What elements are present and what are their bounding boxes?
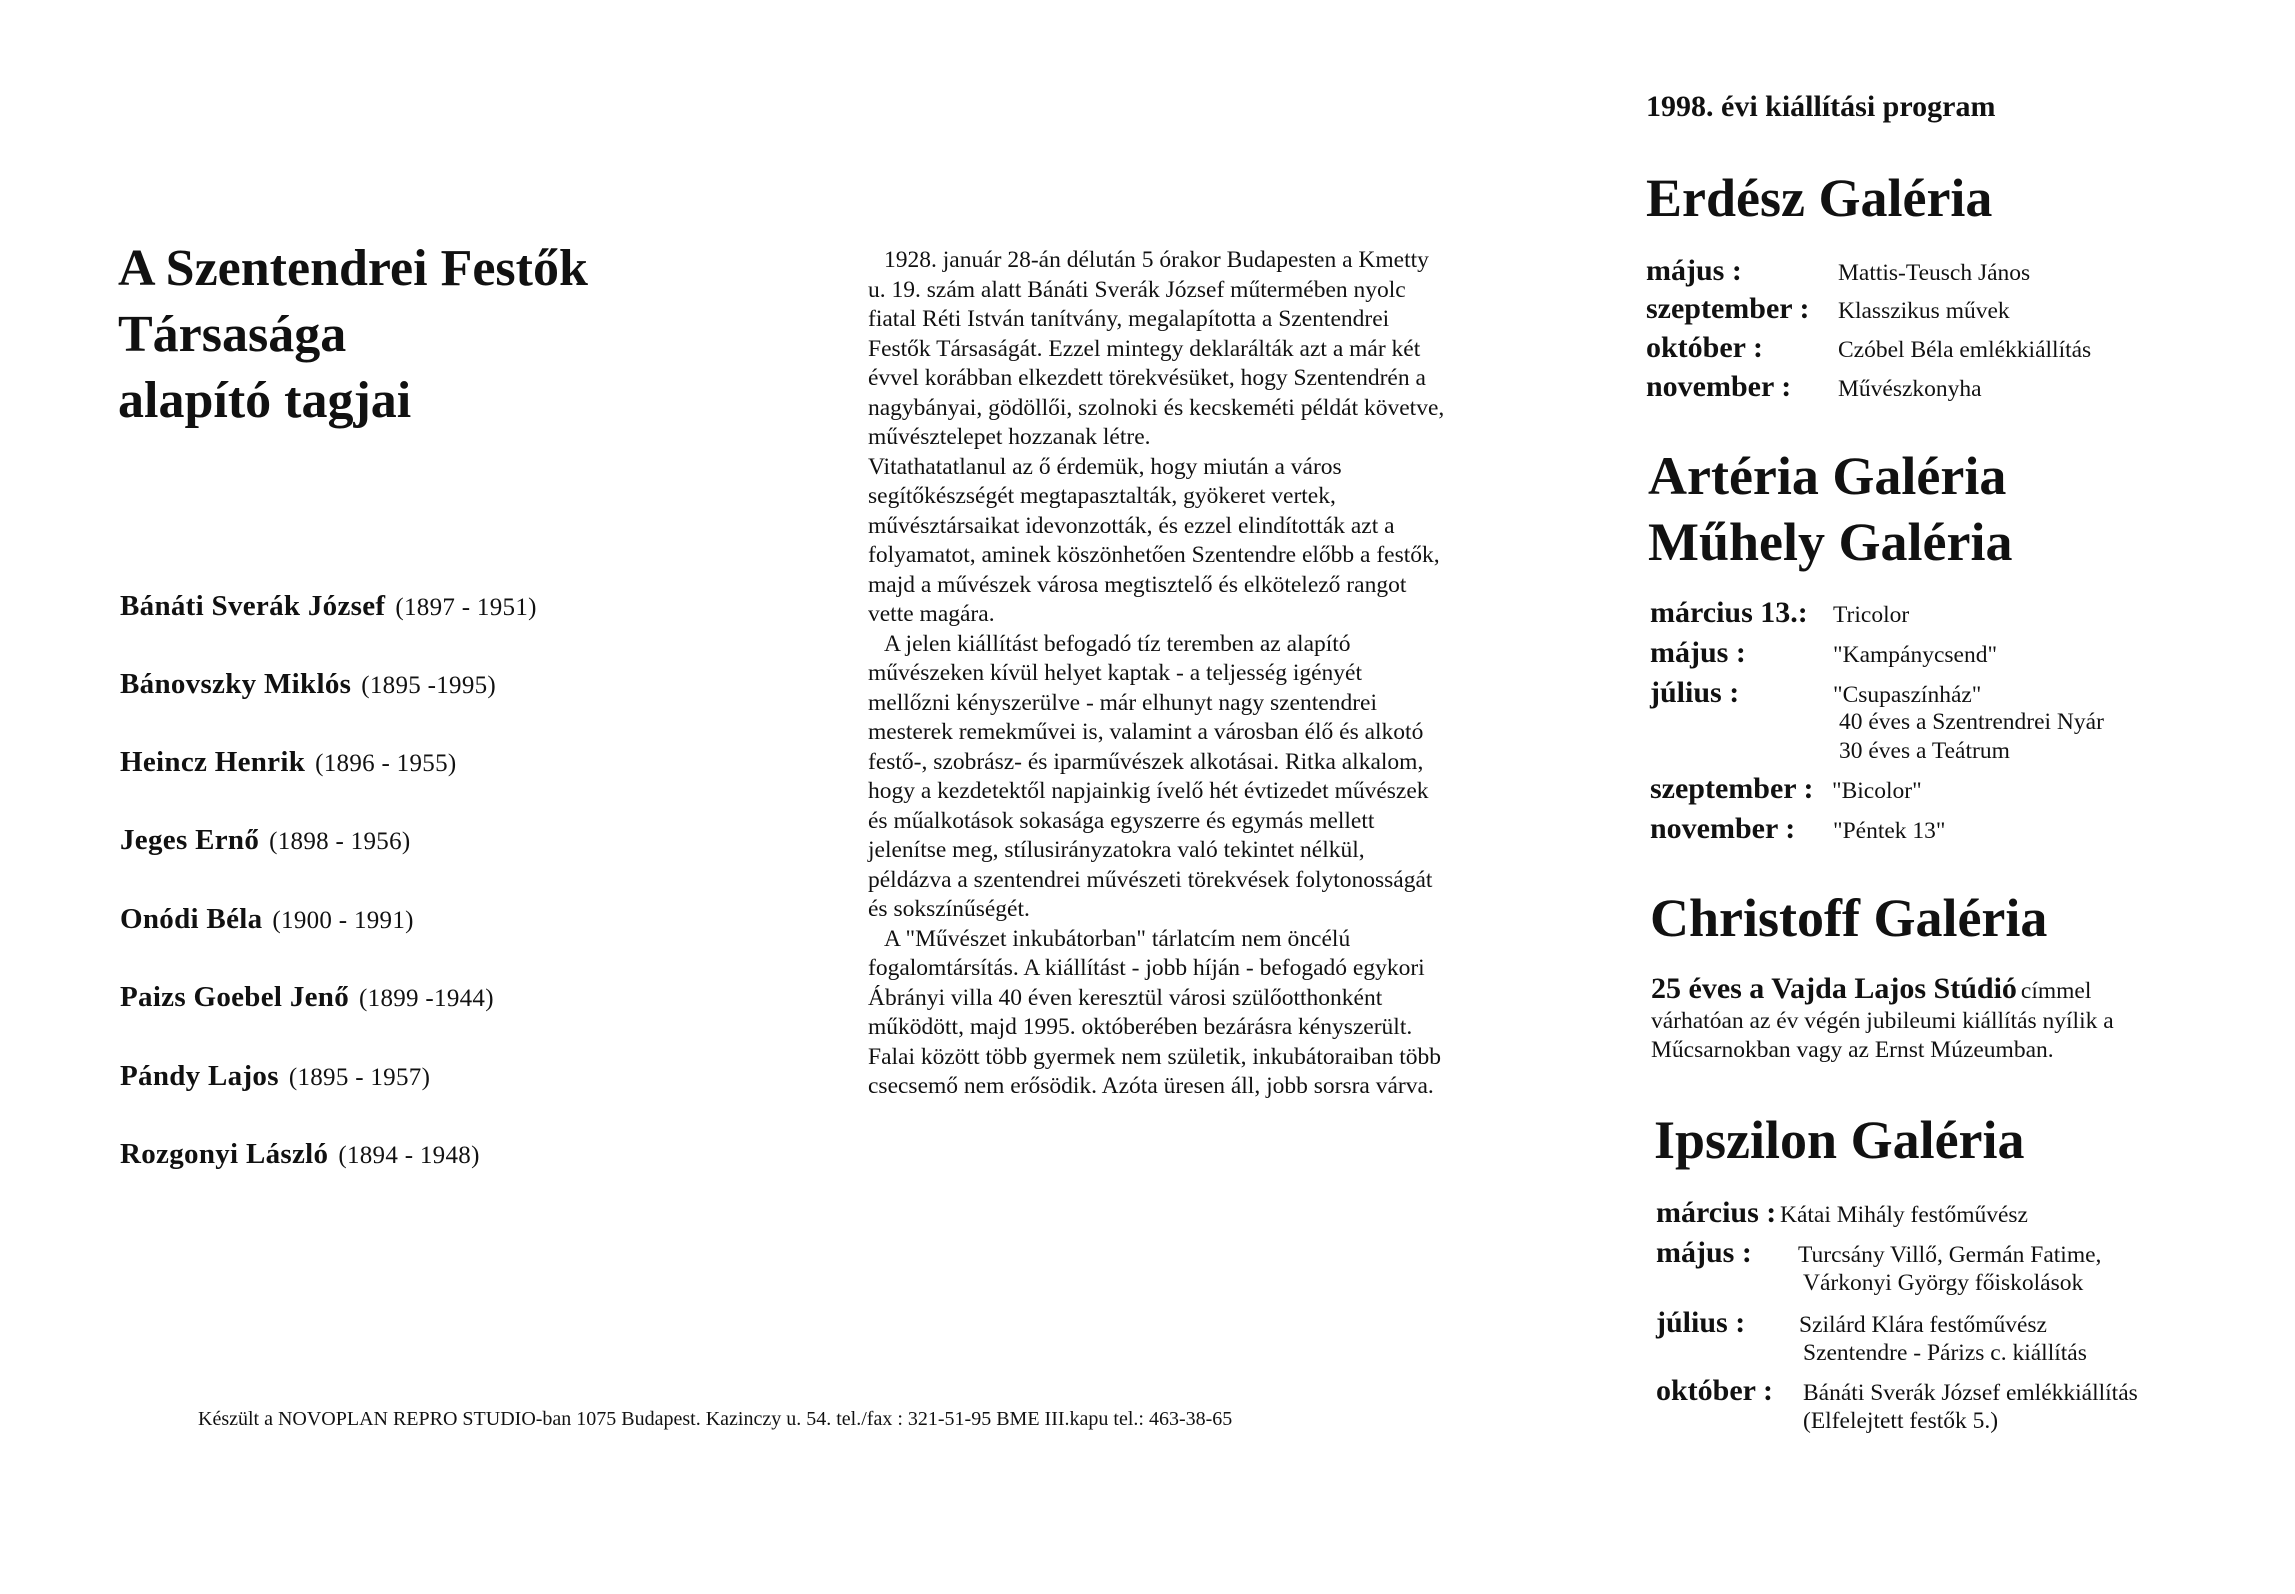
arteria-row: [1650, 596, 1910, 630]
event-label: Turcsány Villő, Germán Fatime,: [1798, 1242, 2102, 1268]
event-label: "Péntek 13": [1833, 818, 1946, 844]
member-item: [120, 590, 537, 623]
history-paragraph-1: 1928. január 28-án délután 5 órakor Budapesten a Kmetty u. 19. szám alatt Bánáti Sverák József műtermében nyolc fiatal Réti István tanítvány, megalapította a Szentendrei Festők Társaságát. Ezzel mintegy deklarálták azt a már két évvel korábban elkezdett törekvésüket, hogy Szentendrén a nagybányai, gödöllői, szolnoki és kecskeméti példát követve, művésztelepet hozzanak létre.: [868, 247, 1445, 450]
event-label: Bánáti Sverák József emlékkiállítás: [1803, 1380, 2138, 1406]
ipszilon-row: [1656, 1236, 2102, 1270]
member-name: Onódi Béla: [120, 903, 263, 935]
founders-heading: [118, 236, 678, 434]
christoff-lead-tail: címmel: [2020, 978, 2092, 1004]
month-label: november :: [1646, 370, 1792, 403]
event-label: Mattis-Teusch János: [1838, 260, 2031, 286]
member-years: (1897 - 1951): [395, 594, 537, 621]
event-label: Kátai Mihály festőművész: [1780, 1202, 2028, 1228]
member-years: (1896 - 1955): [315, 750, 457, 777]
event-label: Klasszikus művek: [1838, 298, 2010, 324]
erdesz-row: [1646, 370, 1982, 404]
event-label: Művészkonyha: [1838, 376, 1982, 402]
member-item: [120, 824, 411, 857]
ipszilon-row: [1656, 1374, 2138, 1408]
member-years: (1900 - 1991): [272, 907, 414, 934]
month-label: május :: [1656, 1236, 1752, 1269]
month-label: július :: [1656, 1306, 1746, 1339]
month-label: november :: [1650, 812, 1796, 845]
member-years: (1894 - 1948): [338, 1142, 480, 1169]
month-label: október :: [1646, 331, 1763, 364]
member-years: (1895 -1995): [361, 672, 497, 699]
month-label: október :: [1656, 1374, 1773, 1407]
christoff-description: Műcsarnokban vagy az Ernst Múzeumban.: [1651, 1037, 2054, 1063]
event-detail: Várkonyi György főiskolások: [1803, 1270, 2084, 1296]
event-detail: Szentendre - Párizs c. kiállítás: [1803, 1340, 2087, 1366]
heading-line-2: Társasága: [118, 306, 347, 363]
arteria-row: [1650, 772, 1922, 806]
erdesz-row: [1646, 331, 2092, 365]
ipszilon-row: [1656, 1306, 2047, 1340]
heading-line-3: alapító tagjai: [118, 372, 412, 429]
heading-line-1: A Szentendrei Festők: [118, 240, 588, 297]
event-label: Czóbel Béla emlékkiállítás: [1838, 337, 2092, 363]
member-item: [120, 903, 414, 936]
member-name: Rozgonyi László: [120, 1138, 329, 1170]
member-name: Bánovszky Miklós: [120, 668, 352, 700]
event-detail: (Elfelejtett festők 5.): [1803, 1408, 1999, 1434]
member-item: [120, 981, 494, 1014]
christoff-gallery-title: Christoff Galéria: [1650, 888, 2048, 948]
christoff-lead-bold: 25 éves a Vajda Lajos Stúdió: [1651, 972, 2017, 1005]
month-label: május :: [1646, 254, 1742, 287]
event-label: "Csupaszínház": [1833, 682, 1982, 708]
program-title: 1998. évi kiállítási program: [1646, 90, 1996, 123]
history-paragraph-3: A jelen kiállítást befogadó tíz teremben az alapító művészeken kívül helyet kaptak - a teljesség igényét mellőzni kényszerülve - már elhunyt nagy szentendrei mesterek remekművei is, valamint a városban élő és alkotó festő-, szobrász- és iparművészek alkotásai. Ritka alkalom, hogy a kezdetektől napjainkig ívelő hét évtizedet művészek és műalkotások sokasága egyszerre és egymás mellett jelenítse meg, stílusirányzatokra való tekintet nélkül, példázva a szentendrei művészeti törekvések folytonosságát és sokszínűségét.: [868, 630, 1433, 922]
christoff-description: várhatóan az év végén jubileumi kiállítás nyílik a: [1651, 1008, 2114, 1034]
month-label: szeptember :: [1646, 292, 1810, 325]
event-detail: 30 éves a Teátrum: [1839, 738, 2010, 764]
member-item: [120, 1138, 480, 1171]
arteria-gallery-title: Artéria Galéria: [1648, 446, 2007, 506]
month-label: július :: [1650, 676, 1740, 709]
event-detail: 40 éves a Szentrendrei Nyár: [1839, 709, 2104, 735]
history-paragraph-2: Vitathatatlanul az ő érdemük, hogy miután a város segítőkészségét megtapasztalták, gyökeret vertek, művésztársaikat idevonzották, és ezzel elindították azt a folyamatot, aminek köszönhetően Szentendre előbb a festők, majd a művészek városa megtisztelő és elkötelező rangot vette magára.: [868, 453, 1440, 627]
member-name: Jeges Ernő: [120, 824, 260, 856]
member-item: [120, 1060, 430, 1093]
month-label: május :: [1650, 636, 1746, 669]
month-label: szeptember :: [1650, 772, 1814, 805]
member-years: (1895 - 1957): [288, 1064, 431, 1091]
member-item: [120, 746, 457, 779]
event-label: Szilárd Klára festőművész: [1799, 1312, 2047, 1338]
arteria-row: [1650, 676, 1982, 710]
member-years: (1899 -1944): [359, 985, 494, 1012]
printer-footer: Készült a NOVOPLAN REPRO STUDIO-ban 1075 Budapest. Kazinczy u. 54. tel./fax : 321-51-95 BME III.kapu tel.: 463-38-65: [198, 1408, 1233, 1430]
muhely-gallery-title: Műhely Galéria: [1648, 512, 2013, 572]
month-label: március :: [1656, 1196, 1777, 1229]
arteria-row: [1650, 812, 1946, 846]
ipszilon-row: [1656, 1196, 2028, 1230]
member-name: Bánáti Sverák József: [120, 590, 386, 622]
erdesz-gallery-title: Erdész Galéria: [1646, 168, 1993, 228]
member-years: (1898 - 1956): [269, 828, 411, 855]
erdesz-row: [1646, 292, 2010, 326]
member-name: Paizs Goebel Jenő: [120, 981, 350, 1013]
member-name: Pándy Lajos: [120, 1060, 279, 1092]
event-label: "Kampánycsend": [1833, 642, 1998, 668]
history-paragraph-4: A "Művészet inkubátorban" tárlatcím nem öncélú fogalomtársítás. A kiállítást - jobb híján - befogadó egykori Ábrányi villa 40 éven keresztül városi szülőotthonként működött, majd 1995. októberében bezárásra kényszerült. Falai között több gyermek nem születik, inkubátoraiban több csecsemő nem erősödik. Azóta üresen áll, jobb sorsra várva.: [868, 925, 1442, 1099]
christoff-lead: [1651, 972, 2091, 1006]
history-text: [868, 246, 1448, 1102]
erdesz-row: [1646, 254, 2031, 288]
member-item: [120, 668, 496, 701]
month-label: március 13.:: [1650, 596, 1808, 629]
ipszilon-gallery-title: Ipszilon Galéria: [1654, 1110, 2025, 1170]
member-name: Heincz Henrik: [120, 746, 306, 778]
event-label: "Bicolor": [1832, 778, 1922, 804]
event-label: Tricolor: [1833, 602, 1910, 628]
arteria-row: [1650, 636, 1998, 670]
